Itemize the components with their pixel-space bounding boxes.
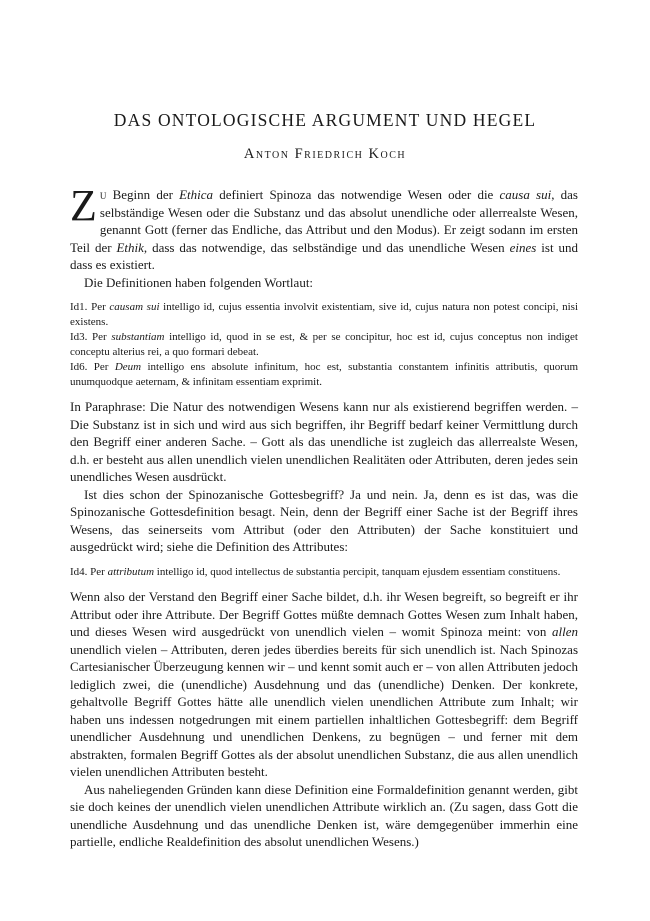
intro-italic-4: eines [509,239,537,255]
paragraph-3: In Paraphrase: Die Natur des notwendigen Wesens kann nur als existierend begriffen werden. – Die Substanz ist in sich und wird aus sich begriffen, ihr Begriff bedarf keiner Vermittlung durch den Begriff einer anderen Sache. – Gott als das unendliche ist zugleich das allerrealste Wesen, d.h. er besteht aus allen unendlich vielen unendlichen Realitäten oder Attributen, deren jedes sein unendliches Wesen ausdrückt. [70,399,578,484]
intro-first-word-rest: u [99,187,107,202]
intro-italic-1: Ethica [179,187,214,202]
definition-attribute-block [70,565,578,580]
definition-prefix: Id4. Per [70,565,108,578]
definition-item [70,565,578,580]
definition-term: causam sui [109,301,160,313]
definition-term: substantiam [111,331,165,343]
paragraph-2: Die Definitionen haben folgenden Wortlaut: [84,274,314,290]
definition-item [70,300,578,329]
intro-text-1: Beginn der [106,187,180,202]
intro-paragraph [70,181,578,274]
drop-cap: Z [70,181,97,230]
paragraph-5-text-b: unendlich vielen – Attributen, deren jedes überdies bereits für sich unendlich ist. Nach Spinozas Cartesianischer Überzeugung kennen wir – und kennt somit auch er – von allen Attributen jedoch lediglich zwei, die (unendliche) Ausdehnung und das (unendliche) Denken. Der konkrete, gehaltvolle Begriff Gottes hätte alle unendlich vielen unendlichen Attribute zum Inhalt; wir haben uns indessen notgedrungen mit einem partiellen inhaltlichen Gottesbegriff: dem Begriff unendlicher Ausdehnung und unendlichen Denkens, zu begnügen – und ferner mit dem abstrakten, formalen Begriff Gottes als der absolut unendlichen Substanz, die aus allen unendlich vielen unendlichen Attributen besteht. [70,641,578,779]
intro-italic-3: Ethik [116,239,144,255]
paragraph-5-text-a: Wenn also der Verstand den Begriff einer Sache bildet, d.h. ihr Wesen begreift, so begreift er ihr Attribut oder ihre Attribute. Der Begriff Gottes müßte demnach Gottes Wesen zum Inhalt haben, und dieses Wesen wird ausgedrückt von unendlich vielen – womit Spinoza meint: von [70,589,578,639]
intro-text-5: ist und dass es existiert. [70,239,578,272]
definition-term: Deum [114,361,142,373]
intro-text-2: definiert Spinoza das notwendige Wesen oder die [213,187,500,202]
definition-text: intelligo id, quod intellectus de substantia percipit, tanquam ejusdem essentiam constituens. [154,565,561,578]
definition-prefix: Id6. Per [70,361,115,373]
article-body [70,181,579,851]
paragraph-5 [70,588,578,781]
definition-item [70,330,578,359]
definition-text: intelligo ens absolute infinitum, hoc est, substantia constantem infinitis attributis, quorum unumquodque aeternam, & infinitam essentiam exprimit. [70,361,579,388]
article-title: DAS ONTOLOGISCHE ARGUMENT UND HEGEL [113,110,537,130]
definition-text: intelligo id, cujus essentia involvit existentiam, sive id, cujus natura non potest concipi, nisi existens. [70,301,578,328]
definition-text: intelligo id, quod in se est, & per se concipitur, hoc est id, cujus conceptus non indiget conceptu alterius rei, a quo formari debeat. [70,331,578,358]
intro-text-3: , das selbständige Wesen oder die Substanz und das absolut unendliche oder allerrealste Wesen, genannt Gott (ferner das Endliche, das Attribut und den Modus). Er zeigt sodann im ersten Teil der [70,187,578,255]
definition-prefix: Id1. Per [70,301,110,313]
intro-italic-2: causa sui [499,187,552,202]
definitions-block [70,300,578,389]
paragraph-5-italic: allen [552,624,578,639]
article-author: Anton Friedrich Koch [243,146,407,162]
intro-text-4: , dass das notwendige, das selbständige und das unendliche Wesen [143,239,510,255]
paragraph-4: Ist dies schon der Spinozanische Gottesbegriff? Ja und nein. Ja, denn es ist das, was die Spinozanische Gottesdefinition besagt. Nein, denn der Begriff einer Sache ist der Begriff ihres Wesens, das seinerseits vom Attribut (oder den Attributen) der Sache konstituiert und ausgedrückt wird; siehe die Definition des Attributes: [70,486,578,554]
definition-prefix: Id3. Per [70,331,112,343]
definition-term: attributum [107,565,155,578]
paragraph-6: Aus naheliegenden Gründen kann diese Definition eine Formaldefinition genannt werden, gibt sie doch keines der unendlich vielen unendlichen Attribute wirklich an. (Zu sagen, dass Gott die unendliche Ausdehnung und das unendliche Denken ist, wäre demgegenüber immerhin eine partielle, endliche Realdefinition des absolut unendlichen Wesens.) [70,781,578,849]
definition-item [70,360,578,389]
